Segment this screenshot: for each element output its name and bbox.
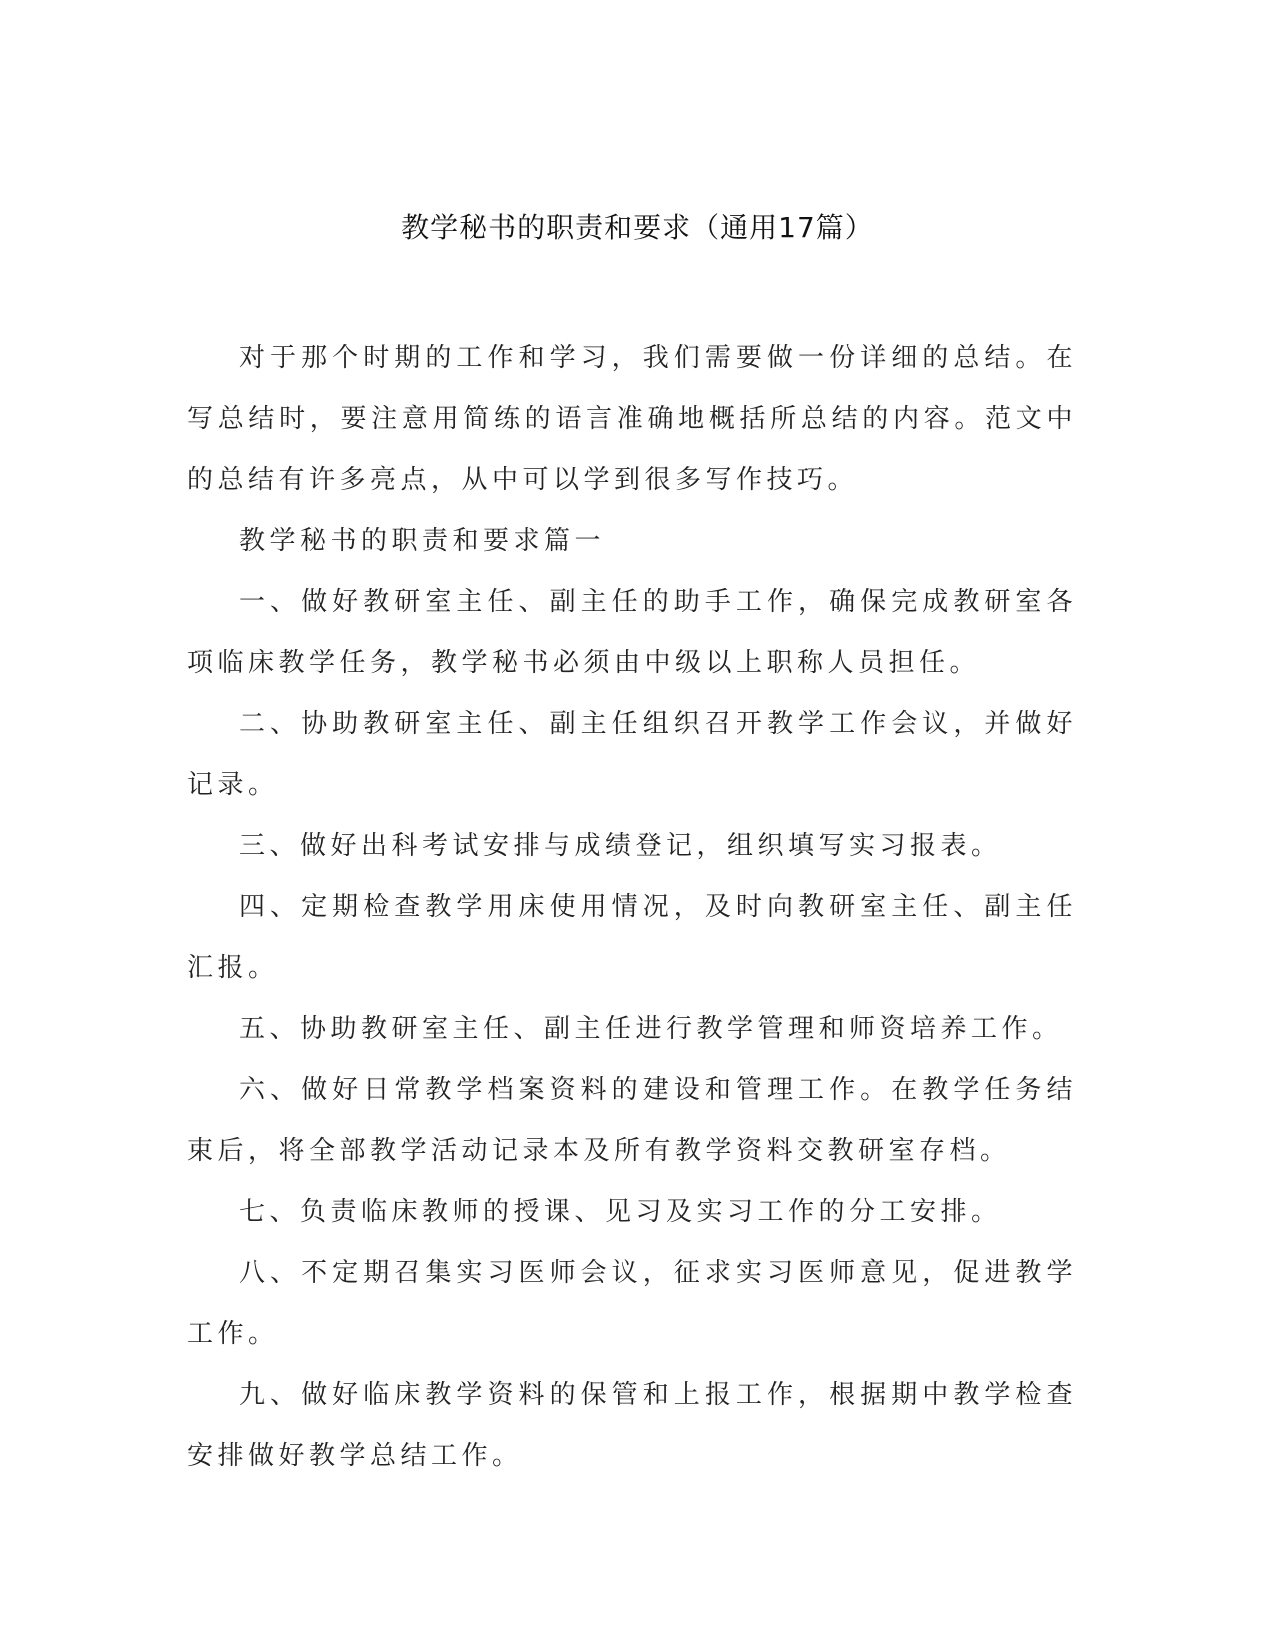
intro-paragraph: 对于那个时期的工作和学习，我们需要做一份详细的总结。在写总结时，要注意用简练的语言准确地概括所总结的内容。范文中的总结有许多亮点，从中可以学到很多写作技巧。 [187, 343, 1077, 495]
list-item: 一、做好教研室主任、副主任的助手工作，确保完成教研室各项临床教学任务，教学秘书必须由中级以上职称人员担任。 [187, 587, 1077, 678]
section-heading: 教学秘书的职责和要求篇一 [239, 526, 606, 556]
document-body [187, 328, 1077, 1487]
list-item: 六、做好日常教学档案资料的建设和管理工作。在教学任务结束后，将全部教学活动记录本及所有教学资料交教研室存档。 [187, 1075, 1077, 1166]
list-item: 二、协助教研室主任、副主任组织召开教学工作会议，并做好记录。 [187, 709, 1077, 800]
document-title: 教学秘书的职责和要求（通用17篇） [401, 211, 874, 244]
list-item: 九、做好临床教学资料的保管和上报工作，根据期中教学检查安排做好教学总结工作。 [187, 1380, 1077, 1471]
list-item: 七、负责临床教师的授课、见习及实习工作的分工安排。 [239, 1197, 1002, 1227]
list-item: 三、做好出科考试安排与成绩登记，组织填写实习报表。 [239, 831, 1002, 861]
list-item: 五、协助教研室主任、副主任进行教学管理和师资培养工作。 [239, 1014, 1063, 1044]
list-item: 八、不定期召集实习医师会议，征求实习医师意见，促进教学工作。 [187, 1258, 1077, 1349]
list-item: 四、定期检查教学用床使用情况，及时向教研室主任、副主任汇报。 [187, 892, 1077, 983]
